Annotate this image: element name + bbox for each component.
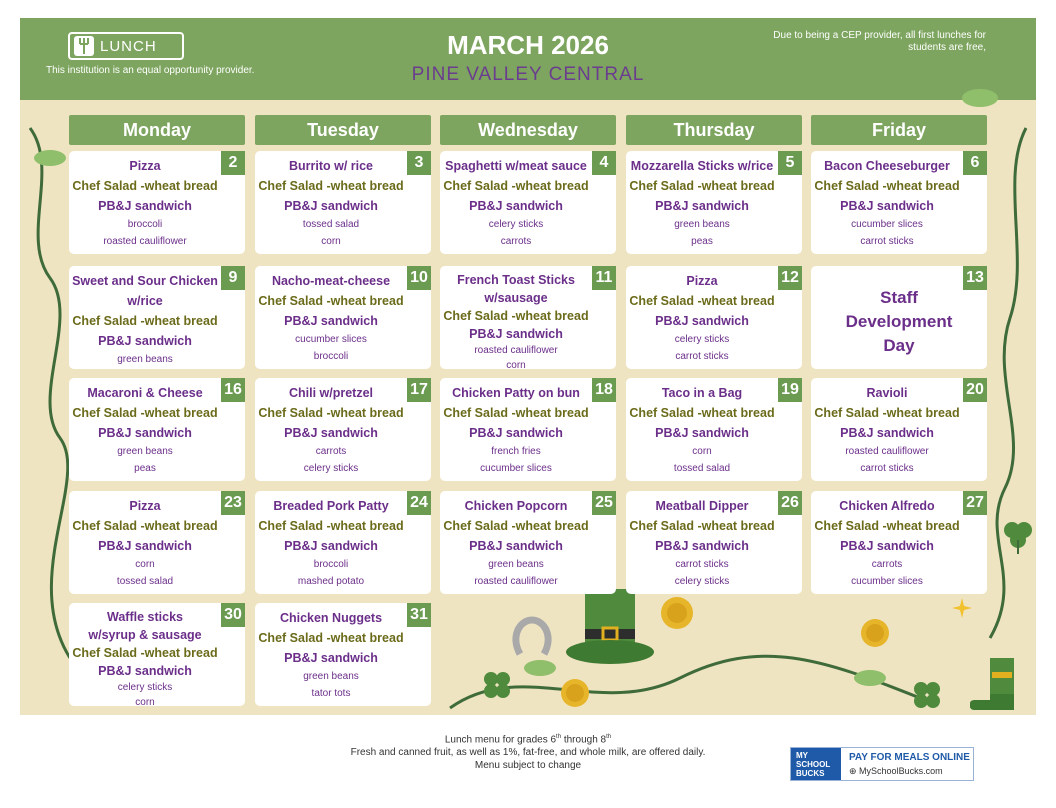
- day-header-friday: Friday: [811, 115, 987, 145]
- menu-item: Chili w/pretzel: [288, 386, 374, 400]
- menu-item: Chef Salad -wheat bread: [258, 294, 404, 308]
- menu-item: w/syrup & sausage: [88, 628, 202, 642]
- menu-item: Chef Salad -wheat bread: [629, 406, 775, 420]
- day-cell: [626, 378, 802, 481]
- pay-online-text: PAY FOR MEALS ONLINE: [849, 752, 970, 763]
- day-cell: [440, 151, 616, 254]
- menu-item: green beans: [488, 559, 544, 570]
- menu-item: Pizza: [686, 274, 718, 288]
- menu-item: corn: [692, 446, 712, 457]
- menu-item: green beans: [117, 446, 173, 457]
- menu-items: [255, 496, 407, 590]
- menu-items: [69, 608, 221, 710]
- date-badge: 19: [778, 378, 802, 402]
- menu-item: Chef Salad -wheat bread: [258, 179, 404, 193]
- menu-item: tator tots: [311, 688, 351, 699]
- menu-item: cucumber slices: [851, 219, 923, 230]
- menu-items: [626, 156, 778, 250]
- menu-items: [440, 496, 592, 590]
- menu-item: Chef Salad -wheat bread: [814, 406, 960, 420]
- menu-item: French Toast Sticks: [457, 273, 575, 287]
- day-header-monday: Monday: [69, 115, 245, 145]
- change-note: Menu subject to change: [474, 760, 582, 772]
- menu-item: Spaghetti w/meat sauce: [445, 159, 587, 173]
- menu-item: Chicken Popcorn: [464, 499, 568, 513]
- menu-item: corn: [135, 559, 155, 570]
- menu-items: [626, 496, 778, 590]
- menu-item: Chicken Alfredo: [839, 499, 935, 513]
- menu-item: Macaroni & Cheese: [87, 386, 203, 400]
- cep-note: Due to being a CEP provider, all first lunches for students are free,: [773, 30, 986, 53]
- menu-items: [811, 156, 963, 250]
- menu-item: Chef Salad -wheat bread: [443, 179, 589, 193]
- special-event-line: Day: [883, 336, 915, 355]
- menu-item: celery sticks: [117, 682, 173, 693]
- menu-item: Ravioli: [866, 386, 908, 400]
- menu-item: PB&J sandwich: [655, 539, 749, 553]
- date-badge: 3: [407, 151, 431, 175]
- menu-item: carrots: [871, 559, 903, 570]
- menu-item: corn: [506, 360, 526, 371]
- date-badge: 2: [221, 151, 245, 175]
- menu-items: [69, 156, 221, 250]
- menu-item: carrots: [315, 446, 347, 457]
- menu-item: Chef Salad -wheat bread: [629, 519, 775, 533]
- menu-item: Burrito w/ rice: [288, 159, 374, 173]
- shamrock-icon: [1000, 518, 1036, 554]
- day-cell: [69, 603, 245, 706]
- day-cell: [440, 266, 616, 369]
- menu-item: Chef Salad -wheat bread: [443, 519, 589, 533]
- menu-item: carrot sticks: [675, 559, 729, 570]
- menu-item: PB&J sandwich: [469, 327, 563, 341]
- myschoolbucks-badge[interactable]: [790, 747, 974, 781]
- gold-coin-icon: [860, 618, 890, 648]
- menu-items: [440, 156, 592, 250]
- myschoolbucks-url[interactable]: ⊕ MySchoolBucks.com: [849, 766, 943, 776]
- date-badge: 25: [592, 491, 616, 515]
- menu-item: cucumber slices: [851, 576, 923, 587]
- day-cell: [626, 266, 802, 369]
- menu-item: PB&J sandwich: [98, 426, 192, 440]
- menu-item: PB&J sandwich: [284, 426, 378, 440]
- menu-item: tossed salad: [302, 219, 360, 230]
- date-badge: 6: [963, 151, 987, 175]
- menu-item: Chef Salad -wheat bread: [72, 519, 218, 533]
- menu-items: [255, 608, 407, 702]
- menu-items: [811, 496, 963, 590]
- menu-item: broccoli: [313, 351, 349, 362]
- menu-item: Bacon Cheeseburger: [824, 159, 950, 173]
- date-badge: 30: [221, 603, 245, 627]
- day-cell: [626, 491, 802, 594]
- day-cell: [69, 151, 245, 254]
- day-cell: [811, 491, 987, 594]
- menu-item: PB&J sandwich: [98, 664, 192, 678]
- menu-item: Meatball Dipper: [655, 499, 749, 513]
- menu-item: PB&J sandwich: [655, 199, 749, 213]
- menu-items: [255, 383, 407, 477]
- day-cell: [255, 266, 431, 369]
- menu-item: Chef Salad -wheat bread: [814, 179, 960, 193]
- menu-item: Chef Salad -wheat bread: [72, 646, 218, 660]
- date-badge: 23: [221, 491, 245, 515]
- shamrock-icon: [480, 668, 514, 702]
- menu-item: Chef Salad -wheat bread: [814, 519, 960, 533]
- date-badge: 18: [592, 378, 616, 402]
- menu-items: [811, 383, 963, 477]
- menu-item: tossed salad: [673, 463, 731, 474]
- menu-item: broccoli: [127, 219, 163, 230]
- date-badge: 20: [963, 378, 987, 402]
- menu-board: [20, 18, 1036, 715]
- date-badge: 31: [407, 603, 431, 627]
- menu-item: green beans: [674, 219, 730, 230]
- menu-item: Breaded Pork Patty: [273, 499, 389, 513]
- menu-item: corn: [321, 236, 341, 247]
- day-cell: [69, 266, 245, 369]
- menu-item: Chef Salad -wheat bread: [258, 519, 404, 533]
- menu-item: peas: [134, 463, 156, 474]
- menu-item: Chef Salad -wheat bread: [443, 406, 589, 420]
- date-badge: 16: [221, 378, 245, 402]
- menu-item: Chicken Nuggets: [279, 611, 383, 625]
- menu-item: Pizza: [129, 499, 161, 513]
- day-cell: [811, 378, 987, 481]
- menu-items: [255, 156, 407, 250]
- day-cell: [255, 378, 431, 481]
- special-event: [811, 286, 987, 358]
- menu-item: celery sticks: [303, 463, 359, 474]
- day-cell: [440, 378, 616, 481]
- menu-items: [69, 271, 221, 368]
- leprechaun-boot-icon: [970, 658, 1030, 714]
- menu-item: PB&J sandwich: [98, 199, 192, 213]
- date-badge: 17: [407, 378, 431, 402]
- menu-item: roasted cauliflower: [103, 236, 187, 247]
- menu-items: [626, 271, 778, 365]
- menu-item: roasted cauliflower: [474, 576, 558, 587]
- menu-item: Waffle sticks: [107, 610, 183, 624]
- menu-item: celery sticks: [674, 576, 730, 587]
- milk-note: Fresh and canned fruit, as well as 1%, fat-free, and whole milk, are offered daily.: [350, 747, 706, 759]
- menu-item: french fries: [491, 446, 541, 457]
- menu-item: cucumber slices: [295, 334, 367, 345]
- leprechaun-hat-icon: [565, 584, 655, 670]
- menu-item: PB&J sandwich: [840, 426, 934, 440]
- day-cell: [255, 151, 431, 254]
- date-badge: 24: [407, 491, 431, 515]
- menu-item: carrots: [500, 236, 532, 247]
- footer-notes: [300, 731, 756, 772]
- menu-item: PB&J sandwich: [98, 539, 192, 553]
- gold-coin-icon: [560, 678, 590, 708]
- date-badge: 27: [963, 491, 987, 515]
- menu-item: w/rice: [127, 294, 163, 308]
- menu-item: Nacho-meat-cheese: [271, 274, 391, 288]
- date-badge: 4: [592, 151, 616, 175]
- menu-item: Chef Salad -wheat bread: [72, 406, 218, 420]
- day-cell: [811, 151, 987, 254]
- logo-text: LUNCH: [100, 38, 157, 55]
- menu-item: peas: [691, 236, 713, 247]
- special-event-line: Development: [845, 312, 953, 331]
- day-cell: [69, 491, 245, 594]
- menu-item: PB&J sandwich: [469, 199, 563, 213]
- menu-item: PB&J sandwich: [840, 199, 934, 213]
- menu-item: Chef Salad -wheat bread: [629, 179, 775, 193]
- menu-item: Chef Salad -wheat bread: [72, 314, 218, 328]
- menu-item: Chef Salad -wheat bread: [258, 631, 404, 645]
- menu-item: Chef Salad -wheat bread: [629, 294, 775, 308]
- school-name: PINE VALLEY CENTRAL: [411, 64, 645, 85]
- sparkle-icon: [952, 598, 972, 618]
- day-cell: [440, 491, 616, 594]
- date-badge: 5: [778, 151, 802, 175]
- menu-item: PB&J sandwich: [284, 314, 378, 328]
- horseshoe-icon: [510, 616, 554, 660]
- menu-items: [440, 383, 592, 477]
- day-cell: [626, 151, 802, 254]
- myschoolbucks-logo: MY SCHOOL BUCKS: [791, 748, 841, 780]
- menu-item: w/sausage: [484, 291, 548, 305]
- menu-items: [69, 496, 221, 590]
- menu-item: Pizza: [129, 159, 161, 173]
- menu-item: Chicken Patty on bun: [452, 386, 580, 400]
- menu-item: green beans: [117, 354, 173, 365]
- day-cell: [811, 266, 987, 369]
- menu-item: PB&J sandwich: [98, 334, 192, 348]
- menu-items: [440, 271, 592, 373]
- date-badge: 12: [778, 266, 802, 290]
- date-badge: 11: [592, 266, 616, 290]
- menu-item: PB&J sandwich: [284, 539, 378, 553]
- page-title: MARCH 2026: [447, 30, 609, 60]
- special-event-line: Staff: [880, 288, 918, 307]
- date-badge: 26: [778, 491, 802, 515]
- grades-note: Lunch menu for grades 6th through 8th: [444, 734, 612, 746]
- day-header-thursday: Thursday: [626, 115, 802, 145]
- menu-items: [626, 383, 778, 477]
- menu-item: Sweet and Sour Chicken: [72, 274, 218, 288]
- menu-item: Taco in a Bag: [661, 386, 743, 400]
- menu-item: carrot sticks: [860, 236, 914, 247]
- shamrock-icon: [910, 678, 944, 712]
- menu-item: PB&J sandwich: [469, 426, 563, 440]
- menu-item: PB&J sandwich: [284, 199, 378, 213]
- menu-item: PB&J sandwich: [655, 314, 749, 328]
- menu-item: Chef Salad -wheat bread: [72, 179, 218, 193]
- menu-items: [69, 383, 221, 477]
- day-cell: [255, 603, 431, 706]
- menu-item: green beans: [303, 671, 359, 682]
- day-cell: [69, 378, 245, 481]
- menu-item: mashed potato: [297, 576, 365, 587]
- date-badge: 10: [407, 266, 431, 290]
- menu-item: PB&J sandwich: [655, 426, 749, 440]
- menu-item: roasted cauliflower: [845, 446, 929, 457]
- day-cell: [255, 491, 431, 594]
- equal-opportunity-note: This institution is an equal opportunity provider.: [46, 65, 255, 76]
- menu-item: Chef Salad -wheat bread: [258, 406, 404, 420]
- menu-item: tossed salad: [116, 576, 174, 587]
- menu-item: PB&J sandwich: [469, 539, 563, 553]
- gold-coin-icon: [660, 596, 694, 630]
- menu-item: Mozzarella Sticks w/rice: [630, 159, 774, 173]
- menu-item: carrot sticks: [860, 463, 914, 474]
- menu-item: PB&J sandwich: [840, 539, 934, 553]
- menu-item: Chef Salad -wheat bread: [443, 309, 589, 323]
- menu-item: broccoli: [313, 559, 349, 570]
- day-header-tuesday: Tuesday: [255, 115, 431, 145]
- menu-item: roasted cauliflower: [474, 345, 558, 356]
- date-badge: 9: [221, 266, 245, 290]
- menu-item: carrot sticks: [675, 351, 729, 362]
- menu-item: celery sticks: [674, 334, 730, 345]
- menu-items: [255, 271, 407, 365]
- menu-item: celery sticks: [488, 219, 544, 230]
- menu-item: corn: [135, 697, 155, 708]
- day-header-wednesday: Wednesday: [440, 115, 616, 145]
- menu-item: cucumber slices: [480, 463, 552, 474]
- date-badge: 13: [963, 266, 987, 290]
- menu-item: PB&J sandwich: [284, 651, 378, 665]
